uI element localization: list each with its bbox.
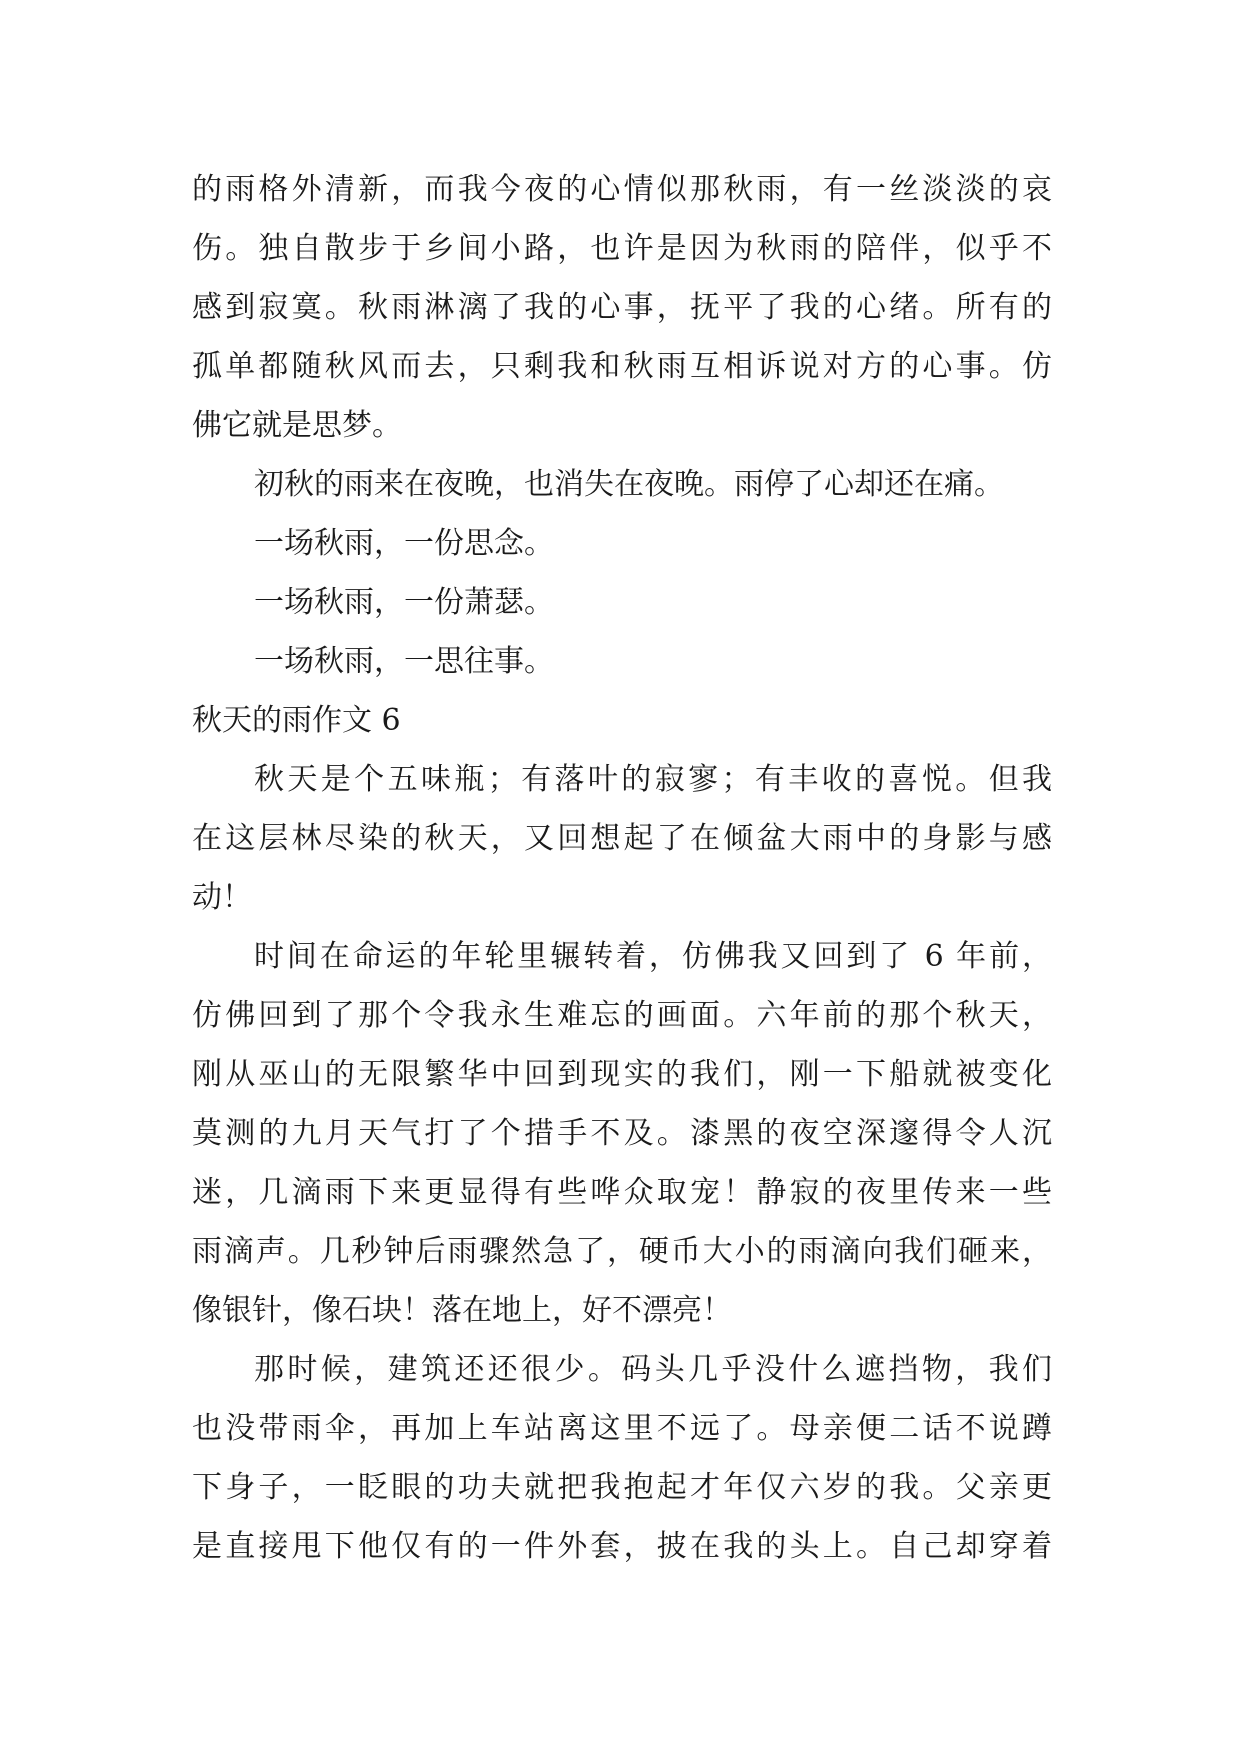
- paragraph-line: 迷，几滴雨下来更显得有些哗众取宠！静寂的夜里传来一些: [192, 1175, 1052, 1210]
- paragraph-line: 一场秋雨，一份萧瑟。: [254, 585, 554, 620]
- paragraph-line: 伤。独自散步于乡间小路，也许是因为秋雨的陪伴，似乎不: [192, 231, 1052, 266]
- paragraph-line: 在这层林尽染的秋天，又回想起了在倾盆大雨中的身影与感: [192, 821, 1052, 856]
- paragraph-line: 的雨格外清新，而我今夜的心情似那秋雨，有一丝淡淡的哀: [192, 172, 1052, 207]
- paragraph-line: 感到寂寞。秋雨淋漓了我的心事，抚平了我的心绪。所有的: [192, 290, 1052, 325]
- document-page: [192, 160, 1052, 1576]
- paragraph-line: 刚从巫山的无限繁华中回到现实的我们，刚一下船就被变化: [192, 1057, 1052, 1092]
- paragraph-line: 时间在命运的年轮里辗转着，仿佛我又回到了 6 年前，: [254, 939, 1052, 974]
- paragraph-line: 雨滴声。几秒钟后雨骤然急了，硬币大小的雨滴向我们砸来，: [192, 1234, 1052, 1269]
- paragraph-line: 初秋的雨来在夜晚，也消失在夜晚。雨停了心却还在痛。: [254, 467, 1004, 502]
- paragraph-line: 莫测的九月天气打了个措手不及。漆黑的夜空深邃得令人沉: [192, 1116, 1052, 1151]
- paragraph-line: 像银针，像石块！落在地上，好不漂亮！: [192, 1293, 732, 1328]
- paragraph-line: 是直接甩下他仅有的一件外套，披在我的头上。自己却穿着: [192, 1529, 1052, 1564]
- paragraph-line: 也没带雨伞，再加上车站离这里不远了。母亲便二话不说蹲: [192, 1411, 1052, 1446]
- paragraph-line: 一场秋雨，一思往事。: [254, 644, 554, 679]
- paragraph-line: 佛它就是思梦。: [192, 408, 402, 443]
- section-heading: 秋天的雨作文 6: [192, 703, 401, 738]
- paragraph-line: 一场秋雨，一份思念。: [254, 526, 554, 561]
- paragraph-line: 孤单都随秋风而去，只剩我和秋雨互相诉说对方的心事。仿: [192, 349, 1052, 384]
- paragraph-line: 下身子，一眨眼的功夫就把我抱起才年仅六岁的我。父亲更: [192, 1470, 1052, 1505]
- paragraph-line: 秋天是个五味瓶；有落叶的寂寥；有丰收的喜悦。但我: [254, 762, 1052, 797]
- paragraph-line: 那时候，建筑还还很少。码头几乎没什么遮挡物，我们: [254, 1352, 1052, 1387]
- paragraph-line: 动！: [192, 880, 252, 915]
- paragraph-line: 仿佛回到了那个令我永生难忘的画面。六年前的那个秋天，: [192, 998, 1052, 1033]
